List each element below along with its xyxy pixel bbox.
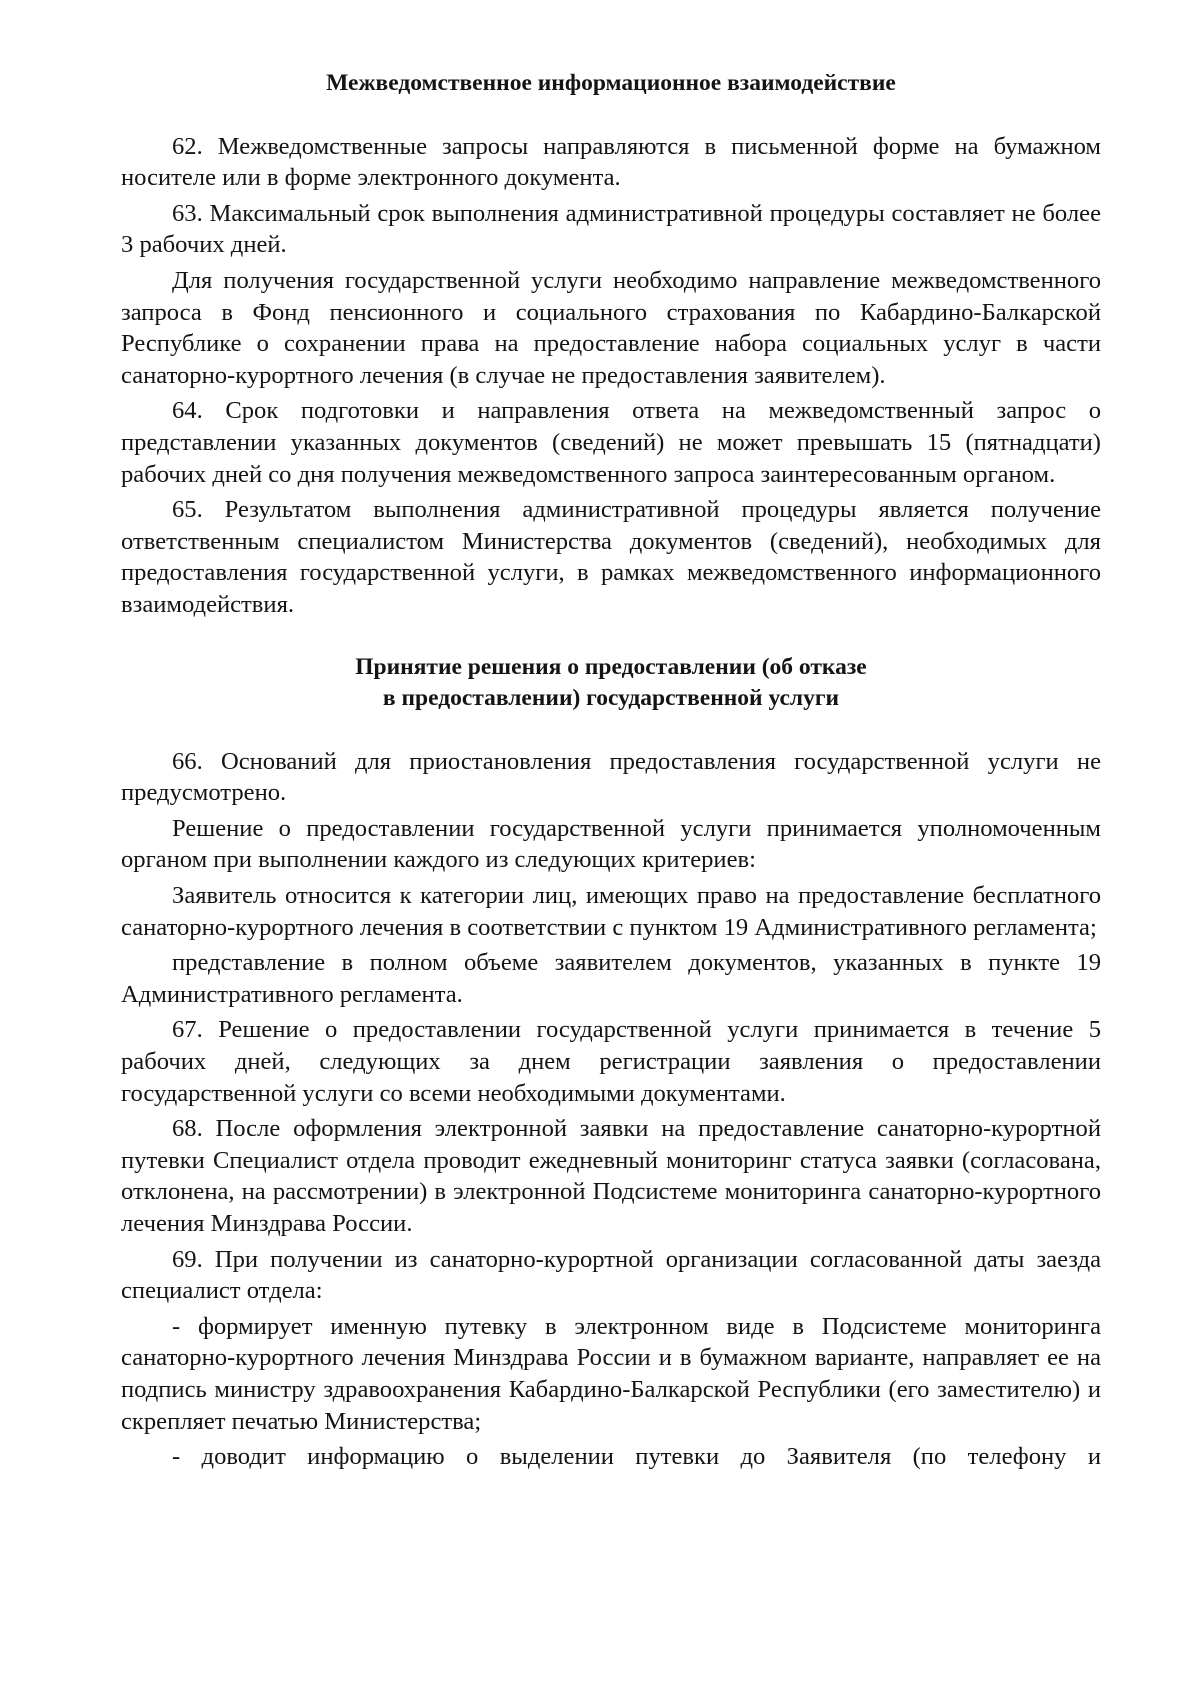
paragraph-64: 64. Срок подготовки и направления ответа на межведомственный запрос о представлении указанных документов (сведений) не может превышать 15 (пятнадцати) рабочих дней со дня получения межведомственного запроса заинтересованным органом. <box>121 397 1101 488</box>
paragraph-66: 66. Оснований для приостановления предоставления государственной услуги не предусмотрено. <box>121 747 1101 807</box>
heading-line: Принятие решения о предоставлении (об отказе <box>355 653 867 680</box>
paragraph-65: 65. Результатом выполнения административной процедуры является получение ответственным специалистом Министерства документов (сведений), необходимых для предоставления государственной услуги, в рамках межведомственного информационного взаимодействия. <box>121 496 1101 618</box>
section-heading-interagency <box>121 68 1101 100</box>
heading-line: в предоставлении) государственной услуги <box>382 685 840 712</box>
paragraph-67: 67. Решение о предоставлении государственной услуги принимается в течение 5 рабочих дней, следующих за днем регистрации заявления о предоставлении государственной услуги со всеми необходимыми документами. <box>121 1016 1101 1107</box>
paragraph-criterion-documents: представление в полном объеме заявителем документов, указанных в пункте 19 Административного регламента. <box>121 949 1101 1008</box>
paragraph-62: 62. Межведомственные запросы направляются в письменной форме на бумажном носителе или в форме электронного документа. <box>121 132 1101 192</box>
paragraph-request-fund: Для получения государственной услуги необходимо направление межведомственного запроса в Фонд пенсионного и социального страхования по Кабардино-Балкарской Республике о сохранении права на предоставление набора социальных услуг в части санаторно-курортного лечения (в случае не предоставления заявителем). <box>121 266 1101 389</box>
paragraph-63: 63. Максимальный срок выполнения административной процедуры составляет не более 3 рабочих дней. <box>121 199 1101 259</box>
heading-line: Межведомственное информационное взаимодействие <box>326 70 896 96</box>
paragraph-decision-criteria: Решение о предоставлении государственной услуги принимается уполномоченным органом при выполнении каждого из следующих критериев: <box>121 814 1101 874</box>
list-item-informs-applicant: - доводит информацию о выделении путевки до Заявителя (по телефону и <box>172 1443 1101 1471</box>
document-body <box>121 68 1101 1473</box>
paragraph-criterion-category: Заявитель относится к категории лиц, имеющих право на предоставление бесплатного санаторно-курортного лечения в соответствии с пунктом 19 Административного регламента; <box>121 882 1101 941</box>
paragraph-68: 68. После оформления электронной заявки на предоставление санаторно-курортной путевки Специалист отдела проводит ежедневный мониторинг статуса заявки (согласована, отклонена, на рассмотрении) в электронной Подсистеме мониторинга санаторно-курортного лечения Минздрава России. <box>121 1115 1101 1237</box>
section-heading-decision <box>121 652 1101 715</box>
list-item-forms-voucher: - формирует именную путевку в электронном виде в Подсистеме мониторинга санаторно-курортного лечения Минздрава России и в бумажном варианте, направляет ее на подпись министру здравоохранения Кабардино-Балкарской Республики (его заместителю) и скрепляет печатью Министерства; <box>121 1312 1101 1435</box>
paragraph-69: 69. При получении из санаторно-курортной организации согласованной даты заезда специалист отдела: <box>121 1245 1101 1305</box>
